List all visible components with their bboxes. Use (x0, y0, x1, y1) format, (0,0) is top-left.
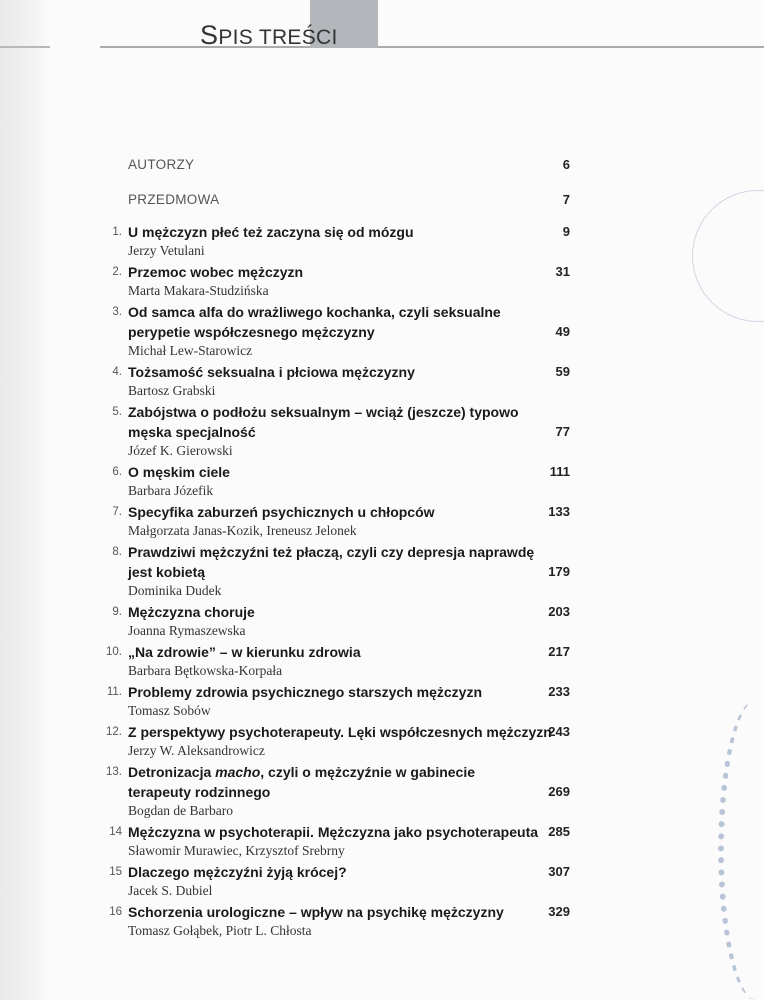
chapter-title-line: Detronizacja macho, czyli o mężczyźnie w gabinecie (128, 764, 476, 780)
chapter-page-number: 217 (548, 644, 570, 659)
chapter-page-number: 59 (555, 364, 570, 379)
chapter-page-number: 269 (548, 784, 570, 799)
chapter-author: Tomasz Sobów (128, 703, 211, 718)
chapter-number: 4. (112, 366, 122, 378)
chapter-title-line: Specyfika zaburzeń psychicznych u chłopców (128, 504, 435, 520)
chapter-title (128, 822, 539, 842)
page-title: SPIS TREŚCI (200, 20, 338, 50)
chapter-page-number: 329 (548, 904, 570, 919)
chapter-title-line: Schorzenia urologiczne – wpływ na psychikę mężczyzny (128, 904, 504, 920)
decorative-arc (692, 190, 764, 322)
chapter-page-number: 133 (548, 504, 570, 519)
chapter-title (128, 362, 528, 382)
chapter-author: Bogdan de Barbaro (128, 803, 233, 818)
chapter-author: Jacek S. Dubiel (128, 883, 213, 898)
chapter-title (128, 862, 528, 882)
chapter-title-line: Prawdziwi mężczyźni też płaczą, czyli czy depresja naprawdę (128, 544, 535, 560)
chapter-number: 3. (112, 306, 122, 318)
chapter-author: Sławomir Murawiec, Krzysztof Srebrny (128, 843, 345, 858)
chapter-page-number: 111 (549, 464, 570, 479)
gutter-rule (0, 46, 50, 48)
chapter-title (128, 682, 528, 702)
chapter-author: Małgorzata Janas-Kozik, Ireneusz Jelonek (128, 523, 357, 538)
chapter-page-number: 49 (555, 324, 570, 339)
chapter-author: Jerzy Vetulani (128, 243, 205, 258)
chapter-number: 14 (109, 826, 122, 838)
chapter-page-number: 285 (548, 824, 570, 839)
front-matter-page: 6 (562, 157, 570, 172)
chapter-number: 12. (106, 726, 122, 738)
chapter-title-line: Mężczyzna w psychoterapii. Mężczyzna jako psychoterapeuta (128, 824, 539, 840)
chapter-page-number: 9 (562, 224, 570, 239)
chapter-title-line: Tożsamość seksualna i płciowa mężczyzny (128, 364, 415, 380)
chapter-page-number: 307 (548, 864, 570, 879)
chapter-author: Barbara Bętkowska-Korpała (128, 663, 283, 678)
chapter-title-line: Przemoc wobec mężczyzn (128, 264, 304, 280)
chapter-number: 10. (106, 646, 122, 658)
chapter-title-line: perypetie współczesnego mężczyzny (128, 324, 375, 340)
chapter-page-number: 31 (555, 264, 570, 279)
chapter-title-line: terapeuty rodzinnego (128, 784, 271, 800)
front-matter-label: PRZEDMOWA (128, 192, 220, 207)
chapter-title (128, 722, 552, 742)
chapter-title-line: Z perspektywy psychoterapeuty. Lęki współczesnych mężczyzn (128, 724, 552, 740)
chapter-title-line: Od samca alfa do wrażliwego kochanka, czyli seksualne (128, 304, 501, 320)
chapter-page-number: 77 (555, 424, 570, 439)
front-matter-page: 7 (562, 192, 570, 207)
chapter-author: Bartosz Grabski (128, 383, 216, 398)
chapter-title-line: męska specjalność (128, 424, 256, 440)
chapter-author: Dominika Dudek (128, 583, 222, 598)
chapter-number: 2. (112, 266, 122, 278)
chapter-number: 13. (106, 766, 122, 778)
chapter-title (128, 262, 528, 282)
chapter-title (128, 302, 528, 342)
chapter-title (128, 502, 528, 522)
chapter-number: 6. (112, 466, 122, 478)
chapter-page-number: 179 (548, 564, 570, 579)
chapter-title-line: U mężczyzn płeć też zaczyna się od mózgu (128, 224, 414, 240)
chapter-number: 1. (112, 226, 122, 238)
chapter-title (128, 762, 528, 802)
chapter-author: Barbara Józefik (128, 483, 214, 498)
chapter-title (128, 902, 528, 922)
chapter-title-line: Problemy zdrowia psychicznego starszych mężczyzn (128, 684, 483, 700)
chapter-author: Jerzy W. Aleksandrowicz (128, 743, 265, 758)
chapter-title-line: Zabójstwa o podłożu seksualnym – wciąż (jeszcze) typowo (128, 404, 519, 420)
chapter-title-line: Dlaczego mężczyźni żyją krócej? (128, 864, 347, 880)
front-matter-label: AUTORZY (128, 157, 195, 172)
chapter-number: 5. (112, 406, 122, 418)
page-gutter (0, 0, 50, 1000)
chapter-author: Michał Lew-Starowicz (128, 343, 253, 358)
chapter-number: 11. (106, 686, 122, 698)
chapter-title-line: „Na zdrowie” – w kierunku zdrowia (128, 644, 361, 660)
chapter-number: 9. (112, 606, 122, 618)
chapter-title-line: jest kobietą (128, 564, 206, 580)
chapter-author: Marta Makara-Studzińska (128, 283, 269, 298)
chapter-author: Tomasz Gołąbek, Piotr L. Chłosta (128, 923, 312, 938)
chapter-title (128, 462, 528, 482)
chapter-number: 16 (109, 906, 122, 918)
chapter-title (128, 642, 528, 662)
chapter-number: 7. (112, 506, 122, 518)
chapter-number: 15 (109, 866, 122, 878)
chapter-author: Joanna Rymaszewska (128, 623, 246, 638)
chapter-number: 8. (112, 546, 122, 558)
chapter-title-line: O męskim ciele (128, 464, 230, 480)
chapter-author: Józef K. Gierowski (128, 443, 233, 458)
chapter-page-number: 203 (548, 604, 570, 619)
chapter-title (128, 542, 535, 582)
decorative-dots (718, 700, 764, 1000)
chapter-page-number: 233 (548, 684, 570, 699)
chapter-title (128, 602, 528, 622)
chapter-title (128, 402, 528, 442)
chapter-title-line: Mężczyzna choruje (128, 604, 255, 620)
chapter-page-number: 243 (548, 724, 570, 739)
chapter-title (128, 222, 528, 242)
